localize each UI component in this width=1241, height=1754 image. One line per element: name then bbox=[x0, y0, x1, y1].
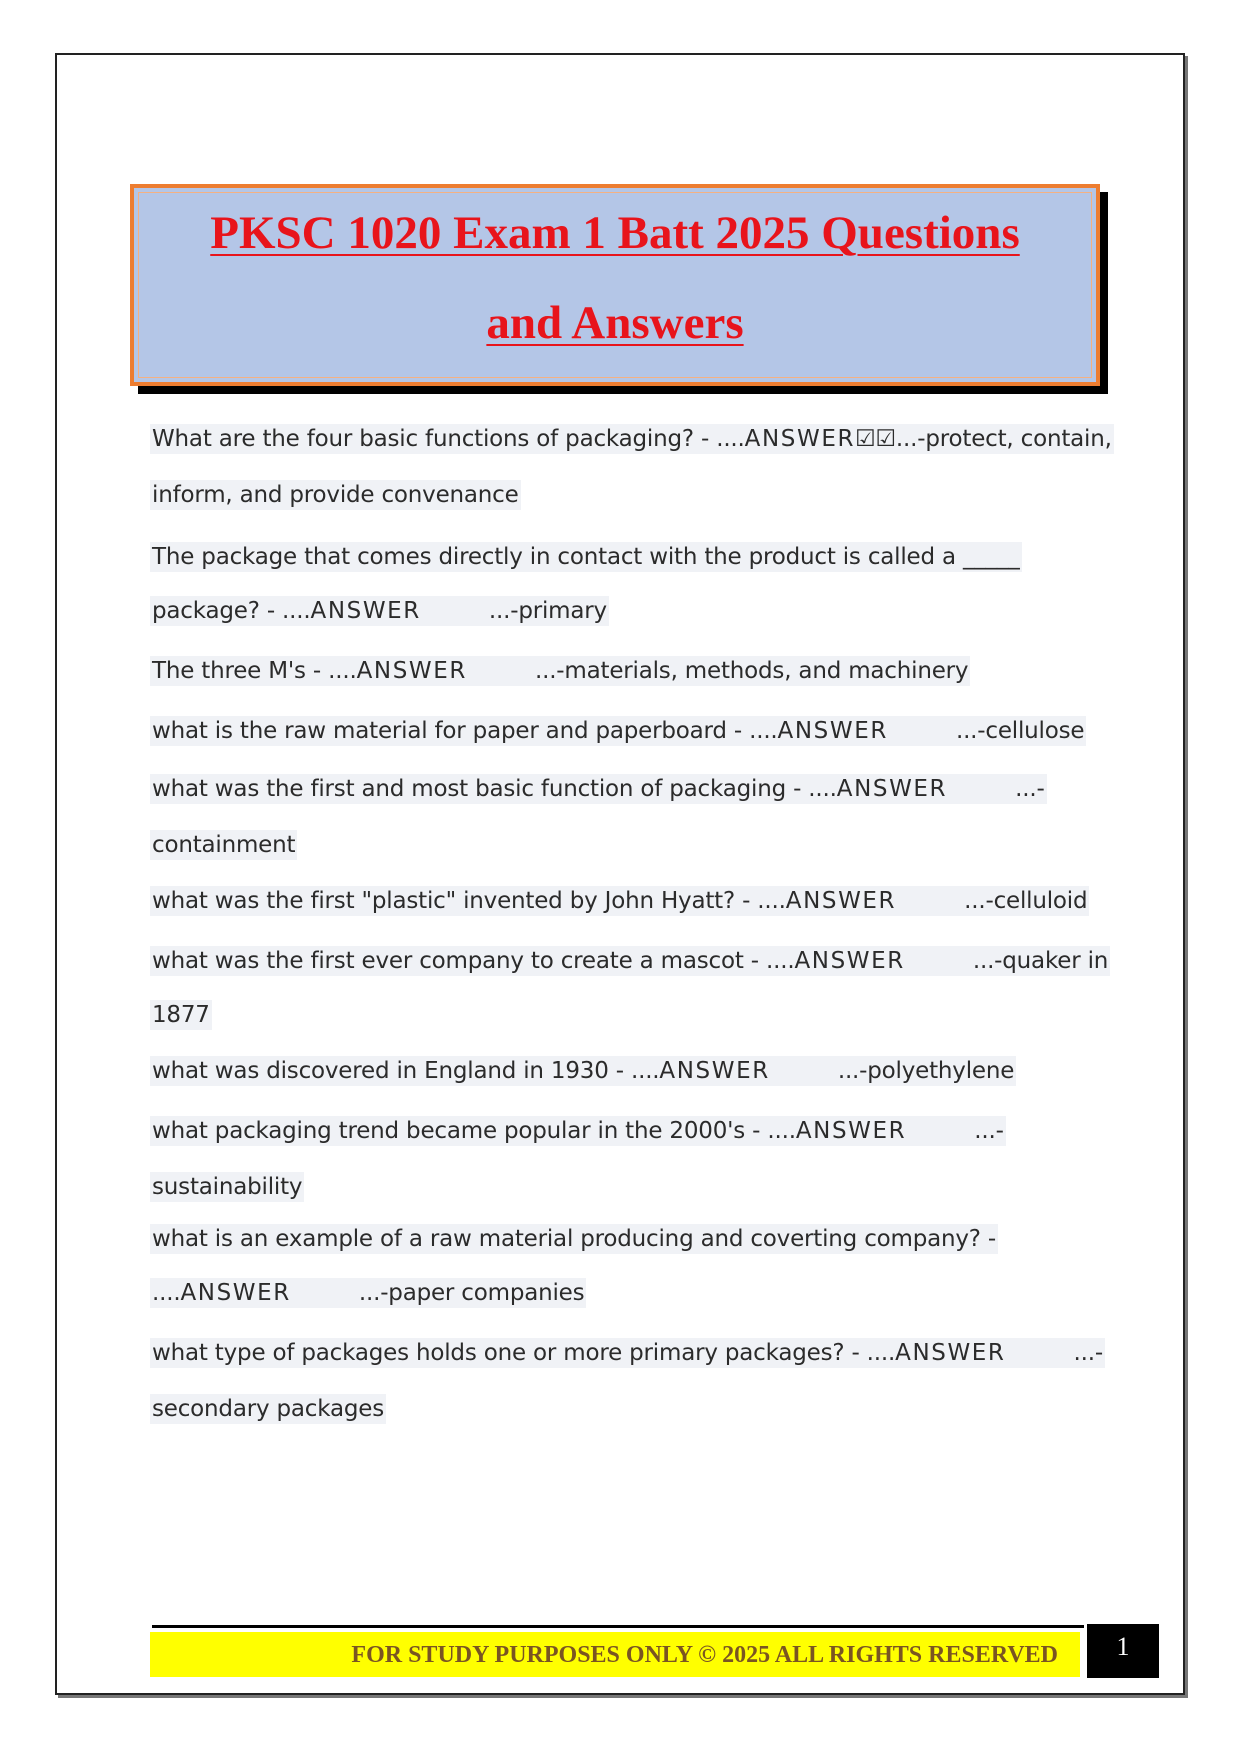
question-text: sustainability bbox=[152, 1174, 303, 1200]
qa-line-text bbox=[150, 716, 1086, 746]
qa-line-text bbox=[150, 1278, 586, 1308]
qa-line bbox=[150, 640, 970, 702]
qa-line-text bbox=[150, 1394, 386, 1424]
qa-line bbox=[150, 408, 1114, 470]
answer-text: ...- bbox=[1073, 1340, 1103, 1366]
answer-text: ...- bbox=[974, 1118, 1004, 1144]
question-text: The package that comes directly in contact with the product is called a _____ bbox=[152, 544, 1020, 570]
answer-label: ANSWER bbox=[180, 1280, 291, 1306]
question-text: .... bbox=[152, 1280, 181, 1306]
answer-text: ...-paper companies bbox=[358, 1280, 585, 1306]
qa-line-text bbox=[150, 830, 297, 860]
qa-line bbox=[150, 870, 1089, 932]
qa-line bbox=[150, 1208, 998, 1270]
question-text: what is an example of a raw material producing and coverting company? - bbox=[152, 1226, 997, 1252]
qa-line-text bbox=[150, 424, 1114, 454]
qa-line bbox=[150, 464, 521, 526]
question-text: 1877 bbox=[152, 1002, 210, 1028]
answer-text: ...-polyethylene bbox=[837, 1058, 1015, 1084]
qa-line bbox=[150, 580, 609, 642]
title-box bbox=[130, 184, 1100, 386]
qa-line-text bbox=[150, 1056, 1016, 1086]
question-text: containment bbox=[152, 832, 296, 858]
qa-line-text bbox=[150, 1338, 1105, 1368]
qa-line-text bbox=[150, 1172, 304, 1202]
answer-label: ANSWER bbox=[310, 598, 421, 624]
answer-text: ☑☑...-protect, contain, bbox=[855, 426, 1112, 452]
answer-label: ANSWER bbox=[794, 948, 905, 974]
question-text: what packaging trend became popular in the 2000's - .... bbox=[152, 1118, 796, 1144]
qa-line bbox=[150, 930, 1110, 992]
qa-line bbox=[150, 984, 212, 1046]
qa-line bbox=[150, 814, 297, 876]
document-title-line-2: and Answers bbox=[486, 297, 744, 349]
page-number: 1 bbox=[1087, 1624, 1159, 1678]
question-text: what was discovered in England in 1930 - .... bbox=[152, 1058, 660, 1084]
question-text: package? - .... bbox=[152, 598, 311, 624]
answer-label: ANSWER bbox=[795, 1118, 907, 1144]
qa-line bbox=[150, 1040, 1016, 1102]
question-text: what is the raw material for paper and paperboard - .... bbox=[152, 718, 778, 744]
answer-label: ANSWER bbox=[836, 776, 948, 802]
qa-line bbox=[150, 700, 1086, 762]
qa-line-text bbox=[150, 656, 970, 686]
answer-label: ANSWER bbox=[895, 1340, 1006, 1366]
question-text: The three M's - .... bbox=[152, 658, 357, 684]
answer-text: ...- bbox=[1015, 776, 1045, 802]
answer-text: ...-primary bbox=[488, 598, 607, 624]
qa-line-text bbox=[150, 886, 1089, 916]
qa-line bbox=[150, 1262, 586, 1324]
answer-text: ...-materials, methods, and machinery bbox=[534, 658, 969, 684]
qa-line bbox=[150, 1100, 1006, 1162]
answer-label: ANSWER bbox=[777, 718, 888, 744]
qa-line bbox=[150, 1378, 386, 1440]
qa-line-text bbox=[150, 542, 1022, 572]
qa-line bbox=[150, 526, 1022, 588]
question-text: inform, and provide convenance bbox=[152, 482, 519, 508]
answer-text: ...-quaker in bbox=[972, 948, 1109, 974]
question-text: What are the four basic functions of packaging? - .... bbox=[152, 426, 745, 452]
answer-label: ANSWER bbox=[785, 888, 897, 914]
qa-line-text bbox=[150, 1116, 1006, 1146]
footer-divider bbox=[152, 1625, 1084, 1628]
qa-line-text bbox=[150, 1000, 212, 1030]
question-text: what type of packages holds one or more primary packages? - .... bbox=[152, 1340, 896, 1366]
question-text: what was the first and most basic function of packaging - .... bbox=[152, 776, 837, 802]
answer-label: ANSWER bbox=[659, 1058, 770, 1084]
answer-text: ...-celluloid bbox=[964, 888, 1088, 914]
qa-line-text bbox=[150, 480, 521, 510]
answer-text: ...-cellulose bbox=[955, 718, 1085, 744]
qa-line bbox=[150, 1322, 1105, 1384]
answer-label: ANSWER bbox=[744, 426, 856, 452]
footer-notice: FOR STUDY PURPOSES ONLY © 2025 ALL RIGHTS RESERVED bbox=[150, 1632, 1080, 1677]
question-text: what was the first ever company to create a mascot - .... bbox=[152, 948, 795, 974]
answer-label: ANSWER bbox=[356, 658, 467, 684]
qa-line bbox=[150, 758, 1047, 820]
document-title-line-1: PKSC 1020 Exam 1 Batt 2025 Questions bbox=[210, 207, 1020, 259]
question-text: secondary packages bbox=[152, 1396, 384, 1422]
qa-line-text bbox=[150, 596, 609, 626]
question-text: what was the first "plastic" invented by John Hyatt? - .... bbox=[152, 888, 786, 914]
qa-line-text bbox=[150, 774, 1047, 804]
qa-line-text bbox=[150, 946, 1110, 976]
qa-line-text bbox=[150, 1224, 998, 1254]
